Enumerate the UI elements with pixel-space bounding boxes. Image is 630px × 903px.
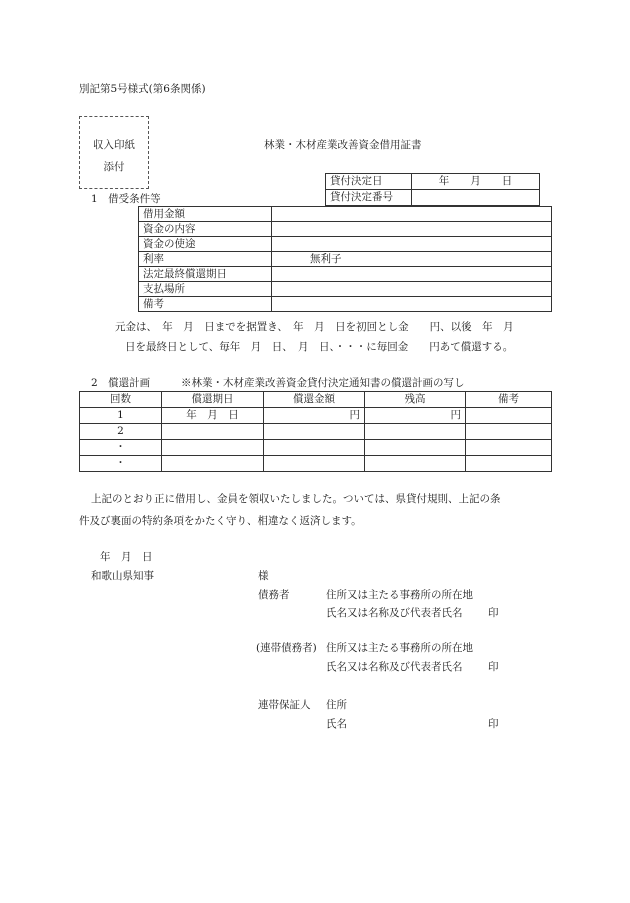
table-cell — [466, 424, 552, 440]
condition-value — [272, 282, 552, 297]
table-cell — [162, 456, 264, 472]
joint-debtor-name-label: 氏名又は名称及び代表者氏名 — [326, 661, 463, 673]
revenue-stamp-box — [79, 116, 149, 189]
condition-label: 支払場所 — [139, 282, 272, 297]
decision-table — [325, 173, 540, 206]
table-cell — [162, 440, 264, 456]
document-title: 林業・木材産業改善資金借用証書 — [264, 139, 422, 151]
table-cell — [264, 424, 365, 440]
statement-line2: 件及び裏面の特約条項をかたく守り、相違なく返済します。 — [79, 515, 362, 527]
table-row — [80, 424, 552, 440]
condition-value — [272, 267, 552, 282]
condition-value — [272, 222, 552, 237]
condition-label: 資金の内容 — [139, 222, 272, 237]
table-cell: ・ — [80, 456, 162, 472]
column-header: 備考 — [466, 392, 552, 408]
table-row — [80, 456, 552, 472]
condition-value — [272, 237, 552, 252]
stamp-label: 収入印紙 — [93, 139, 135, 151]
table-row — [139, 282, 552, 297]
table-cell: ・ — [80, 440, 162, 456]
form-reference: 別記第5号様式(第6条関係) — [79, 83, 206, 95]
guarantor-label: 連帯保証人 — [258, 699, 311, 711]
table-cell — [264, 440, 365, 456]
table-cell — [466, 440, 552, 456]
table-row — [139, 252, 552, 267]
debtor-seal: 印 — [488, 607, 499, 619]
table-cell: 2 — [80, 424, 162, 440]
condition-label: 備考 — [139, 297, 272, 312]
table-row — [139, 222, 552, 237]
table-row — [139, 267, 552, 282]
table-row — [139, 237, 552, 252]
repayment-terms-line1: 元金は、 年 月 日までを据置き、 年 月 日を初回とし金 円、以後 年 月 — [115, 321, 514, 333]
column-header: 残高 — [365, 392, 466, 408]
decision-date-row — [326, 174, 540, 190]
statement-line1: 上記のとおり正に借用し、金員を領収いたしました。ついては、県貸付規則、上記の条 — [91, 493, 501, 505]
table-row — [80, 440, 552, 456]
section1-heading: 1 借受条件等 — [91, 193, 161, 205]
condition-value: 無利子 — [272, 252, 552, 267]
table-header-row — [80, 392, 552, 408]
guarantor-seal: 印 — [488, 718, 499, 730]
guarantor-address-label: 住所 — [326, 699, 347, 711]
table-row — [139, 297, 552, 312]
addressee: 和歌山県知事 — [91, 570, 154, 582]
joint-debtor-label: (連帯債務者) — [256, 642, 317, 654]
table-cell: 円 — [365, 408, 466, 424]
column-header: 回数 — [80, 392, 162, 408]
table-cell: 円 — [264, 408, 365, 424]
column-header: 償還金額 — [264, 392, 365, 408]
stamp-attach-label: 添付 — [103, 161, 125, 173]
table-cell — [466, 456, 552, 472]
debtor-name-label: 氏名又は名称及び代表者氏名 — [326, 607, 463, 619]
decision-number-label: 貸付決定番号 — [326, 190, 412, 206]
guarantor-name-label: 氏名 — [326, 718, 347, 730]
repayment-terms-line2: 日を最終日として、毎年 月 日、 月 日、・・・に毎回金 円あて償還する。 — [125, 341, 514, 353]
lending-conditions-table — [138, 206, 552, 312]
decision-date-value: 年 月 日 — [412, 174, 540, 190]
table-cell — [466, 408, 552, 424]
joint-debtor-address-label: 住所又は主たる事務所の所在地 — [326, 642, 473, 654]
table-cell — [264, 456, 365, 472]
table-cell — [162, 424, 264, 440]
table-cell — [365, 456, 466, 472]
decision-date-label: 貸付決定日 — [326, 174, 412, 190]
table-cell: 1 — [80, 408, 162, 424]
signing-date: 年 月 日 — [100, 551, 153, 563]
debtor-label: 債務者 — [258, 589, 290, 601]
table-cell — [365, 440, 466, 456]
decision-number-row — [326, 190, 540, 206]
condition-label: 利率 — [139, 252, 272, 267]
section2-note: ※林業・木材産業改善資金貸付決定通知書の償還計画の写し — [181, 377, 465, 389]
condition-label: 法定最終償還期日 — [139, 267, 272, 282]
condition-value — [272, 297, 552, 312]
repayment-plan-table — [79, 391, 552, 472]
table-cell: 年 月 日 — [162, 408, 264, 424]
decision-number-value — [412, 190, 540, 206]
table-row — [80, 408, 552, 424]
joint-debtor-seal: 印 — [488, 661, 499, 673]
honorific: 様 — [258, 570, 269, 582]
condition-value — [272, 207, 552, 222]
section2-heading: 2 償還計画 — [91, 377, 151, 389]
table-row — [139, 207, 552, 222]
condition-label: 資金の使途 — [139, 237, 272, 252]
debtor-address-label: 住所又は主たる事務所の所在地 — [326, 589, 473, 601]
condition-label: 借用金額 — [139, 207, 272, 222]
column-header: 償還期日 — [162, 392, 264, 408]
table-cell — [365, 424, 466, 440]
